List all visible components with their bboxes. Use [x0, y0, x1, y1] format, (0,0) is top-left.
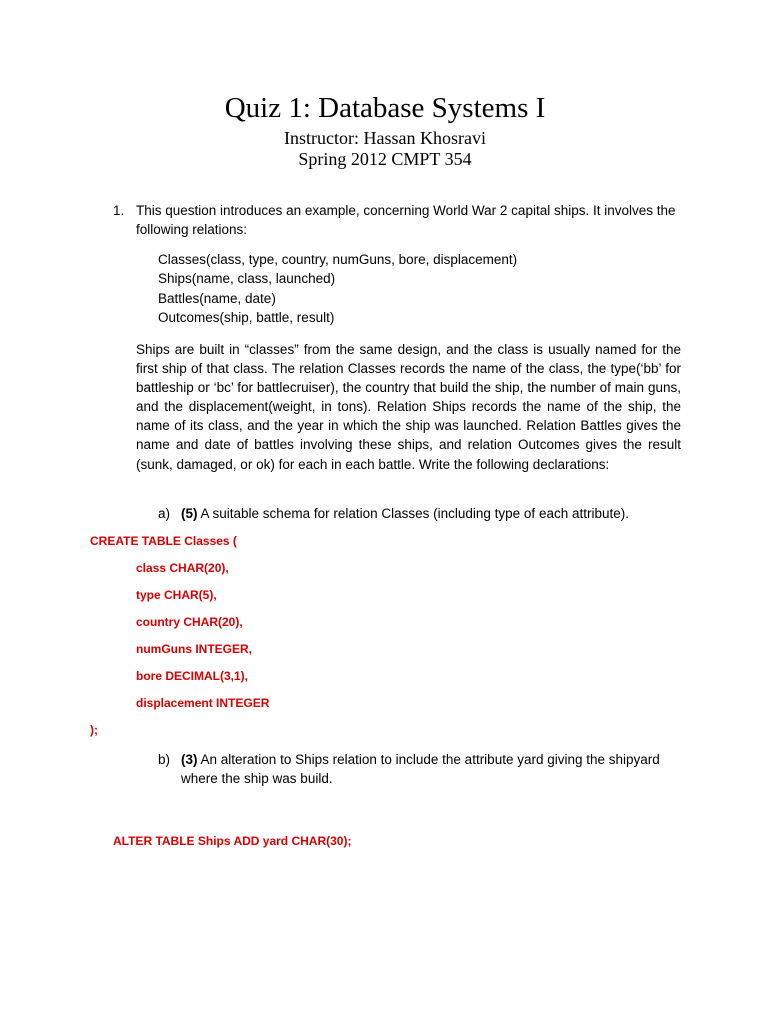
- part-a-letter: a): [158, 506, 171, 521]
- answer-a-line: country CHAR(20),: [136, 615, 243, 629]
- relations-list: [158, 250, 517, 327]
- part-b-points: (3): [181, 752, 198, 767]
- answer-a-open: CREATE TABLE Classes (: [90, 534, 237, 548]
- part-a-prompt: [181, 504, 629, 523]
- question-intro: This question introduces an example, concerning World War 2 capital ships. It involves the following relations:: [136, 203, 676, 237]
- relation-battles: Battles(name, date): [158, 290, 276, 306]
- answer-a-close: );: [90, 723, 98, 737]
- part-b-text: An alteration to Ships relation to include the attribute yard giving the shipyard where the ship was build.: [181, 752, 660, 786]
- answer-b: ALTER TABLE Ships ADD yard CHAR(30);: [113, 834, 352, 848]
- instructor-line: Instructor: Hassan Khosravi: [284, 128, 486, 148]
- answer-a-line: type CHAR(5),: [136, 588, 217, 602]
- relation-outcomes: Outcomes(ship, battle, result): [158, 309, 335, 325]
- question-description: Ships are built in “classes” from the same design, and the class is usually named for the first ship of that class. The relation Classes records the name of the class, the type(‘bb’ for battleship or ‘bc’ for battlecruiser), the country that build the ship, the number of main guns, and the displacement(weight, in tons). Relation Ships records the name of the ship, the name of its class, and the year in which the ship was launched. Relation Battles gives the name and date of battles involving these ships, and relation Outcomes gives the result (sunk, damaged, or ok) for each in each battle. Write the following declarations:: [136, 342, 681, 472]
- answer-a-line: displacement INTEGER: [136, 696, 270, 710]
- question-number: 1.: [113, 203, 125, 218]
- answer-a-line: bore DECIMAL(3,1),: [136, 669, 249, 683]
- part-b-letter: b): [158, 752, 171, 767]
- answer-a-line: class CHAR(20),: [136, 561, 229, 575]
- relation-classes: Classes(class, type, country, numGuns, bore, displacement): [158, 252, 518, 267]
- part-b-prompt: [181, 750, 661, 788]
- part-a-points: (5): [181, 506, 198, 521]
- answer-a-line: numGuns INTEGER,: [136, 642, 253, 656]
- page-title: Quiz 1: Database Systems I: [224, 92, 546, 124]
- relation-ships: Ships(name, class, launched): [158, 271, 336, 287]
- term-line: Spring 2012 CMPT 354: [298, 149, 472, 169]
- part-a-text: A suitable schema for relation Classes (including type of each attribute).: [200, 506, 629, 521]
